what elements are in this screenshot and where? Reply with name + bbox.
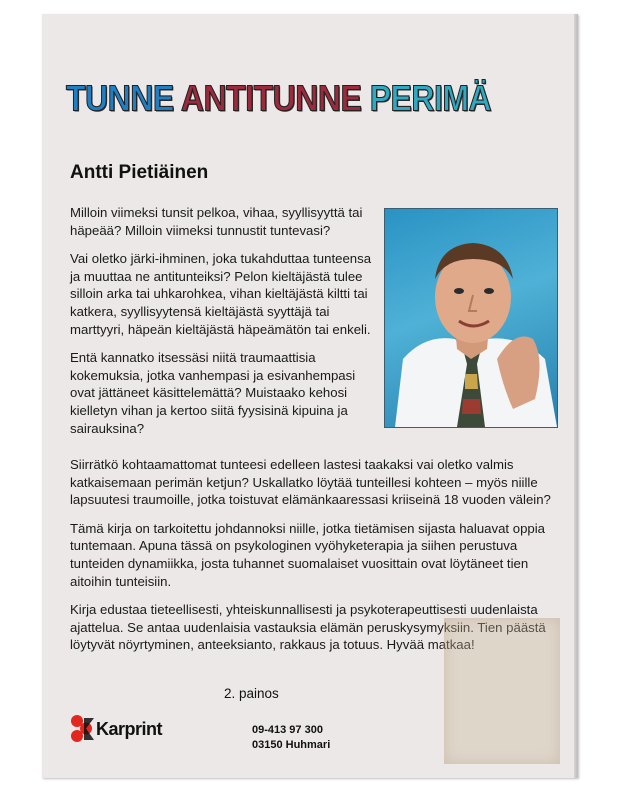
cover-edge [574,14,578,778]
paragraph: Vai oletko järki-ihminen, joka tukahduttaa tunteensa ja muuttaa ne antitunteiksi? Pelon kieltäjästä tulee silloin arka tai uhkarohkea, vihan kieltäjästä kiltti tai katkera, syyllisyytensä kieltäjästä syyttäjä tai marttyyri, häpeän kieltäjästä häpeämätön tai enkeli. [70,251,372,337]
paragraph: Entä kannatko itsessäsi niitä traumaattisia kokemuksia, jotka vanhempasi ja esivanhempasi ovat jättäneet käsittelemättä? Muistaako kehosi kielletyn vihan ja kertoo siitä fyysisinä kipuina ja sairauksina? [70,350,356,436]
author-name: Antti Pietiäinen [70,162,209,183]
paragraph: Siirrätkö kohtaamattomat tunteesi edelleen lastesi taakaksi vai oletko valmis katkaisemaan perimän ketjun? Uskallatko löytää tunteillesi kohteen – myös niille lapsuutesi traumoille, jotka toistuvat elämänkaaressasi kriiseinä 18 vuoden välein? [70,457,551,508]
left-column-text [70,204,372,448]
paragraph: Kirja edustaa tieteellisesti, yhteiskunnallisesti ja psykoterapeuttisesti uudenlaista ajattelua. Se antaa uudenlaisia vastauksia elämän peruskysymyksiin. Tien päästä löytyvät nöyrtyminen, anteeksianto, rakkaus ja totuus. Hyvää matkaa! [70,602,546,653]
author-photo [384,208,558,428]
sticker-residue [444,618,560,764]
title-word-antitunne: ANTITUNNE [180,78,362,119]
title-word-perima: PERIMÄ [369,78,492,119]
book-title [66,78,566,119]
publisher-postal: 03150 Huhmari [252,739,331,751]
title-word-tunne: TUNNE [66,78,174,119]
publisher-logo [70,714,162,744]
paragraph: Milloin viimeksi tunsit pelkoa, vihaa, syyllisyyttä tai häpeää? Milloin viimeksi tunnustit tuntevasi? [70,205,363,238]
karprint-logo-icon [70,714,94,744]
publisher-contact [252,723,330,753]
publisher-phone: 09-413 97 300 [252,724,323,736]
book-back-cover [42,14,578,778]
publisher-name: Karprint [96,718,163,739]
paragraph: Tämä kirja on tarkoitettu johdannoksi niille, jotka tietämisen sijasta haluavat oppia tuntemaan. Apuna tässä on psykologinen vyöhyketerapia ja siihen perustuva tunteiden dynamiikka, josta tuhannet suomalaiset vuosittain ovat löytäneet tien aitoihin tunteisiin. [70,520,546,589]
edition-label: 2. painos [224,686,279,701]
author-portrait-illustration [385,209,557,427]
